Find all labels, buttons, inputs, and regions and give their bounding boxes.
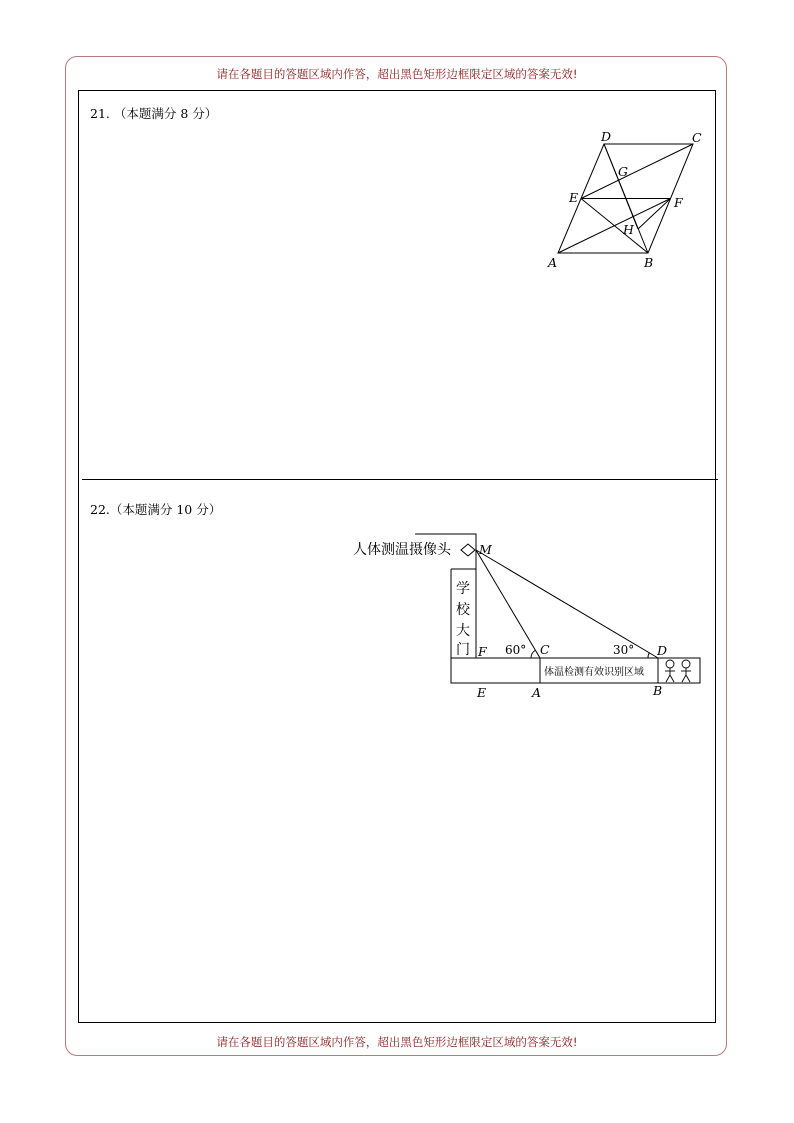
q22-camera-figure: [340, 525, 710, 705]
sightline-mc: [476, 550, 540, 658]
angle-c-label: 60°: [505, 643, 527, 657]
gate-char-1: 学: [456, 581, 470, 597]
camera-label: 人体测温摄像头: [353, 542, 451, 558]
label-h: H: [623, 222, 634, 237]
gate-char-4: 门: [456, 642, 470, 658]
label-a: A: [548, 255, 558, 270]
label-e: E: [477, 685, 487, 700]
gate-char-2: 校: [456, 602, 470, 618]
gate-outline: [451, 658, 540, 683]
label-d: D: [601, 129, 612, 144]
angle-arc-c: [531, 651, 535, 659]
segment-eb: [581, 199, 648, 254]
notice-bottom: 请在各题目的答题区域内作答，超出黑色矩形边框限定区域的答案无效!: [216, 1035, 578, 1049]
label-f: F: [674, 195, 683, 210]
q21-parallelogram-figure: [540, 125, 720, 275]
zone-label: 体温检测有效识别区域: [544, 667, 644, 678]
q22-title: 22.（本题满分 10 分）: [90, 502, 222, 517]
segment-ec: [581, 144, 693, 199]
label-a: A: [532, 685, 542, 700]
notice-top: 请在各题目的答题区域内作答，超出黑色矩形边框限定区域的答案无效!: [216, 67, 578, 81]
label-c: C: [540, 642, 550, 657]
label-f: F: [478, 644, 487, 659]
camera-icon: [461, 544, 475, 556]
angle-arc-d: [648, 653, 650, 659]
label-b: B: [653, 683, 663, 698]
people-icon: [665, 660, 691, 682]
label-c: C: [692, 130, 702, 145]
angle-d-label: 30°: [613, 643, 635, 657]
q21-title: 21. （本题满分 8 分）: [90, 106, 218, 121]
label-b: B: [644, 255, 654, 270]
gate-char-3: 大: [456, 623, 470, 639]
label-g: G: [618, 164, 628, 179]
sightline-md: [476, 550, 658, 658]
question-divider: [82, 479, 718, 480]
label-d: D: [657, 643, 668, 658]
label-m: M: [479, 542, 492, 557]
label-e: E: [569, 190, 579, 205]
